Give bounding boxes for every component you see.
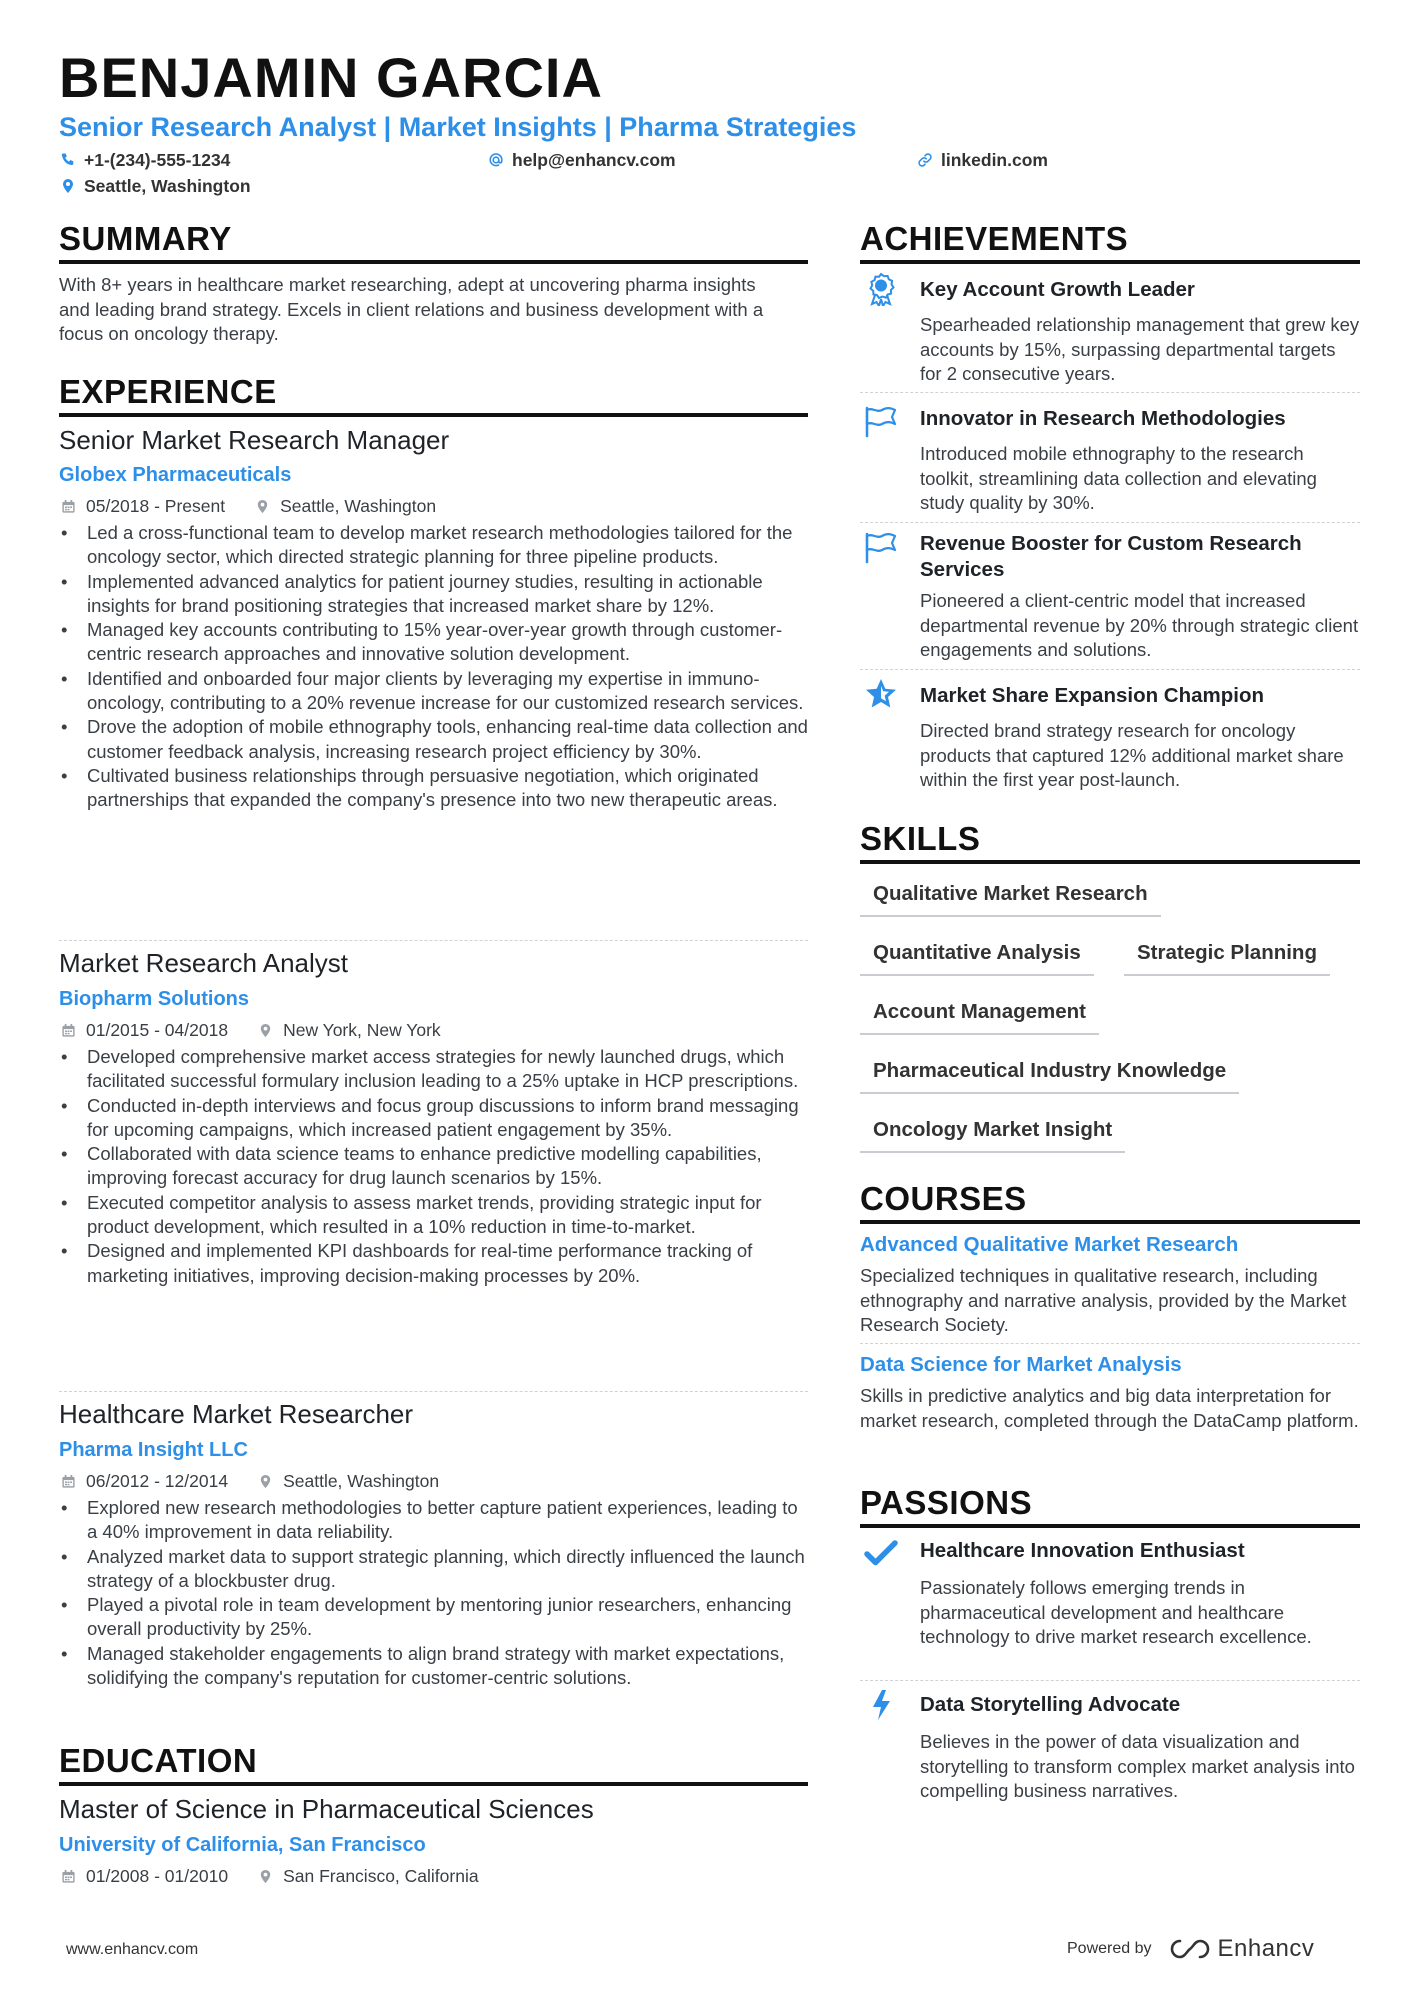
education-dates: 01/2008 - 01/2010	[86, 1866, 229, 1886]
job-bullet: • Played a pivotal role in team development by mentoring junior researchers, enhancing overall productivity by 25%.	[59, 1593, 808, 1642]
calendar-icon	[61, 1474, 76, 1489]
job-meta	[61, 1019, 441, 1041]
passion-desc: Passionately follows emerging trends in pharmaceutical development and healthcare technology to drive market research excellence.	[920, 1577, 1312, 1647]
award-ribbon-icon	[864, 272, 898, 306]
achievements-rule	[860, 260, 1360, 264]
phone-contact	[60, 149, 230, 171]
job-dates: 01/2015 - 04/2018	[86, 1020, 229, 1040]
company-name: Pharma Insight LLC	[59, 1439, 248, 1461]
calendar-icon	[61, 1869, 76, 1884]
at-sign-icon	[488, 152, 504, 168]
email-contact[interactable]	[488, 149, 676, 171]
job-bullet: • Cultivated business relationships through persuasive negotiation, which originated partnerships that expanded the company's presence into two new therapeutic areas.	[59, 764, 808, 813]
skill-tag: Oncology Market Insight	[860, 1117, 1125, 1153]
experience-heading: EXPERIENCE	[59, 373, 277, 410]
achievement-divider	[860, 392, 1360, 393]
brand-logo[interactable]	[1168, 1935, 1315, 1963]
achievement-desc: Introduced mobile ethnography to the research toolkit, streamlining data collection and elevating study quality by 30%.	[920, 443, 1317, 513]
degree-title: Master of Science in Pharmaceutical Sciences	[59, 1794, 594, 1824]
job-bullet: • Analyzed market data to support strategic planning, which directly influenced the launch strategy of a blockbuster drug.	[59, 1545, 808, 1594]
website-text: linkedin.com	[941, 150, 1048, 170]
job-dates: 06/2012 - 12/2014	[86, 1471, 229, 1491]
location-pin-icon	[258, 1869, 273, 1884]
passions-rule	[860, 1524, 1360, 1528]
skill-tag: Account Management	[860, 999, 1099, 1035]
achievement-title: Market Share Expansion Champion	[920, 684, 1265, 707]
flag-icon	[864, 530, 898, 564]
summary-rule	[59, 260, 808, 264]
achievement-desc: Spearheaded relationship management that grew key accounts by 15%, surpassing departmental targets for 2 consecutive years.	[920, 314, 1360, 384]
course-title: Data Science for Market Analysis	[860, 1353, 1182, 1376]
job-bullet: • Managed key accounts contributing to 15% year-over-year growth through customer-centric research approaches and innovative solution development.	[59, 618, 808, 667]
job-bullet: • Collaborated with data science teams to enhance predictive modelling capabilities, improving forecast accuracy for drug launch scenarios by 15%.	[59, 1142, 808, 1191]
job-bullets	[59, 1496, 808, 1690]
job-divider	[59, 940, 808, 941]
education-rule	[59, 1782, 808, 1786]
location-text: Seattle, Washington	[84, 176, 251, 196]
skill-tag: Strategic Planning	[1124, 940, 1330, 976]
job-title: Market Research Analyst	[59, 948, 349, 978]
course-title: Advanced Qualitative Market Research	[860, 1233, 1239, 1256]
job-location: Seattle, Washington	[280, 496, 437, 516]
skill-tag: Quantitative Analysis	[860, 940, 1094, 976]
courses-rule	[860, 1220, 1360, 1224]
checkmark-icon	[864, 1537, 898, 1571]
phone-text: +1-(234)-555-1234	[84, 150, 231, 170]
job-bullet: • Led a cross-functional team to develop market research methodologies tailored for the oncology sector, which directed strategic planning for three pipeline products.	[59, 521, 808, 570]
job-location: Seattle, Washington	[283, 1471, 440, 1491]
job-bullet: • Executed competitor analysis to assess market trends, providing strategic input for product development, which resulted in a 10% reduction in time-to-market.	[59, 1191, 808, 1240]
passion-title: Healthcare Innovation Enthusiast	[920, 1539, 1245, 1562]
passions-heading: PASSIONS	[860, 1484, 1033, 1521]
candidate-tagline: Senior Research Analyst | Market Insights | Pharma Strategies	[59, 112, 857, 142]
job-bullet: • Managed stakeholder engagements to align brand strategy with market expectations, solidifying the company's reputation for customer-centric solutions.	[59, 1642, 808, 1691]
achievement-desc: Directed brand strategy research for oncology products that captured 12% additional market share within the first year post-launch.	[920, 720, 1344, 790]
achievement-desc: Pioneered a client-centric model that increased departmental revenue by 20% through strategic client engagements and solutions.	[920, 590, 1359, 660]
course-desc: Skills in predictive analytics and big data interpretation for market research, completed through the DataCamp platform.	[860, 1385, 1359, 1431]
job-dates: 05/2018 - Present	[86, 496, 226, 516]
location-contact	[60, 175, 251, 197]
job-meta	[61, 1470, 439, 1492]
passion-title: Data Storytelling Advocate	[920, 1693, 1181, 1716]
achievement-title: Revenue Booster for Custom Research Services	[920, 532, 1302, 581]
courses-heading: COURSES	[860, 1180, 1027, 1217]
summary-text: With 8+ years in healthcare market researching, adept at uncovering pharma insights and leading brand strategy. Excels in client relations and business development with a focus on oncology therapy.	[59, 274, 764, 344]
location-pin-icon	[60, 178, 76, 194]
course-divider	[860, 1343, 1360, 1344]
education-heading: EDUCATION	[59, 1742, 258, 1779]
job-location: New York, New York	[283, 1020, 441, 1040]
education-location: San Francisco, California	[283, 1866, 479, 1886]
school-name: University of California, San Francisco	[59, 1834, 426, 1856]
passion-desc: Believes in the power of data visualization and storytelling to transform complex market analysis into compelling business narratives.	[920, 1731, 1355, 1801]
education-meta	[61, 1865, 479, 1887]
flag-icon	[864, 404, 898, 438]
location-pin-icon	[255, 499, 270, 514]
course-desc: Specialized techniques in qualitative research, including ethnography and narrative analysis, provided by the Market Research Society.	[860, 1265, 1347, 1335]
company-name: Globex Pharmaceuticals	[59, 464, 292, 486]
calendar-icon	[61, 499, 76, 514]
job-title: Healthcare Market Researcher	[59, 1399, 414, 1429]
enhancv-logo-icon	[1168, 1937, 1212, 1961]
email-text: help@enhancv.com	[512, 150, 676, 170]
skill-tag: Qualitative Market Research	[860, 881, 1161, 917]
location-pin-icon	[258, 1023, 273, 1038]
job-bullet: • Designed and implemented KPI dashboards for real-time performance tracking of marketing initiatives, improving decision-making processes by 20%.	[59, 1239, 808, 1288]
job-bullet: • Implemented advanced analytics for patient journey studies, resulting in actionable insights for brand positioning strategies that increased market share by 12%.	[59, 570, 808, 619]
powered-by-label: Powered by	[1067, 1940, 1152, 1957]
link-icon	[917, 152, 933, 168]
company-name: Biopharm Solutions	[59, 988, 249, 1010]
achievement-title: Key Account Growth Leader	[920, 278, 1195, 301]
candidate-name: BENJAMIN GARCIA	[59, 46, 603, 109]
job-bullet: • Developed comprehensive market access strategies for newly launched drugs, which facilitated successful formulary inclusion leading to a 25% uptake in HCP prescriptions.	[59, 1045, 808, 1094]
job-bullets	[59, 521, 808, 813]
location-pin-icon	[258, 1474, 273, 1489]
achievement-divider	[860, 522, 1360, 523]
job-meta	[61, 495, 436, 517]
passion-divider	[860, 1680, 1360, 1681]
experience-rule	[59, 413, 808, 417]
skill-tag: Pharmaceutical Industry Knowledge	[860, 1058, 1239, 1094]
skills-heading: SKILLS	[860, 820, 981, 857]
star-icon	[864, 677, 898, 711]
brand-name: Enhancv	[1217, 1935, 1315, 1962]
job-title: Senior Market Research Manager	[59, 425, 450, 455]
achievements-heading: ACHIEVEMENTS	[860, 220, 1129, 257]
phone-icon	[60, 152, 76, 168]
job-bullets	[59, 1045, 808, 1288]
skills-rule	[860, 860, 1360, 864]
job-bullet: • Drove the adoption of mobile ethnography tools, enhancing real-time data collection and customer feedback analysis, increasing research project efficiency by 30%.	[59, 715, 808, 764]
summary-heading: SUMMARY	[59, 220, 232, 257]
job-bullet: • Conducted in-depth interviews and focus group discussions to inform brand messaging for upcoming campaigns, which increased patient engagement by 35%.	[59, 1094, 808, 1143]
achievement-divider	[860, 669, 1360, 670]
achievement-title: Innovator in Research Methodologies	[920, 407, 1286, 430]
job-bullet: • Explored new research methodologies to better capture patient experiences, leading to a 40% improvement in data reliability.	[59, 1496, 808, 1545]
footer-branding	[1067, 1935, 1314, 1963]
lightning-bolt-icon	[866, 1688, 900, 1722]
calendar-icon	[61, 1023, 76, 1038]
website-contact[interactable]	[917, 149, 1048, 171]
job-divider	[59, 1391, 808, 1392]
footer-website[interactable]: www.enhancv.com	[66, 1941, 199, 1958]
job-bullet: • Identified and onboarded four major clients by leveraging my expertise in immuno-oncology, contributing to a 20% revenue increase for our customized research services.	[59, 667, 808, 716]
